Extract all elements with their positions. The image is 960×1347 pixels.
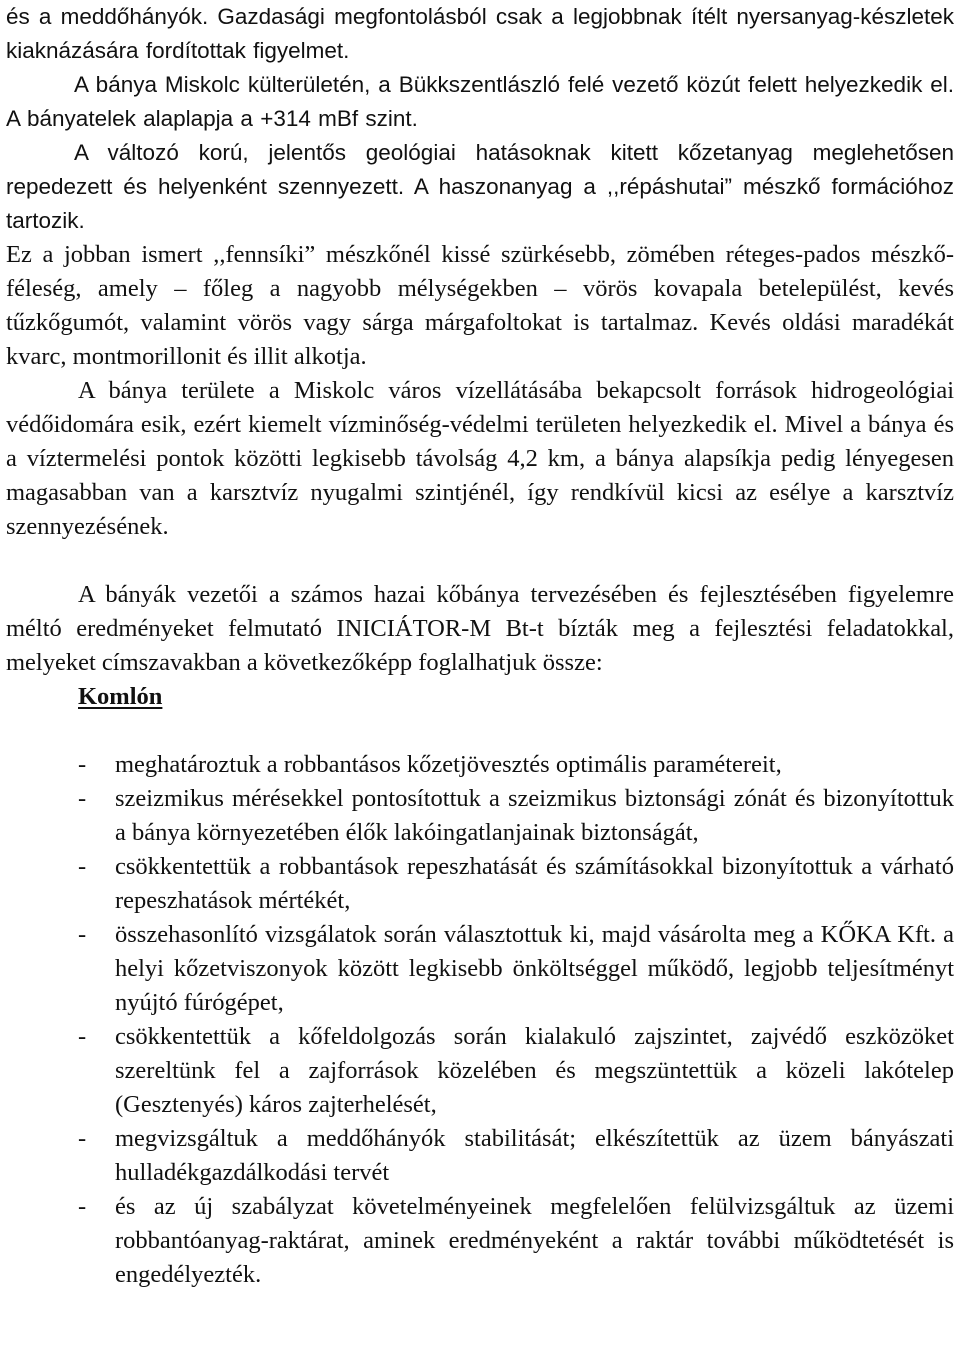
paragraph-sentence: A bánya Miskolc külterületén, a Bükkszentlászló felé vezető közút felett helyezkedik el. A bányatelek alaplapja a +314 mBf szint. [6,72,954,131]
list-item-text: megvizsgáltuk a meddőhányók stabilitását; elkészítettük az üzem bányászati hulladékgazdálkodási tervét [115,1125,954,1186]
achievement-list [6,748,954,1292]
paragraph-sentence: és a meddőhányók. Gazdasági megfontolásból csak a legjobbnak ítélt nyersanyag-készletek kiaknázására fordítottak figyelmet. [6,4,954,63]
list-item [6,850,954,918]
paragraph-development-intro [6,578,954,680]
paragraph-sentence: A bányák vezetői a számos hazai kőbánya tervezésében és fejlesztésében figyelemre méltó eredményeket felmutató INICIÁTOR-M Bt-t bízták meg a fejlesztési feladatokkal, melyeket címszavakban a következőképp foglalhatjuk össze: [6,581,954,676]
paragraph-sentence: A bánya területe a Miskolc város vízellátásába bekapcsolt források hidrogeológiai védőidomára esik, ezért kiemelt vízminőség-védelmi területen helyezkedik el. Mivel a bánya és a víztermelési pontok közötti legkisebb távolság 4,2 km, a bánya alapsíkja pedig lényegesen magasabban van a karsztvíz nyugalmi szintjénél, így rendkívül kicsi az esélye a karsztvíz szennyezésének. [6,377,954,540]
paragraph-limestone-description [6,238,954,544]
list-marker: - [78,1193,87,1220]
list-marker: - [78,1023,87,1050]
list-item-text: és az új szabályzat követelményeinek megfelelően felülvizsgáltuk az üzemi robbantóanyag-raktárat, aminek eredményeként a raktár további működtetését is engedélyezték. [115,1193,954,1288]
list-item-text: csökkentettük a robbantások repeszhatását és számításokkal bizonyítottuk a várható repeszhatások mértékét, [115,853,954,914]
document-page [6,0,954,1292]
list-item [6,1020,954,1122]
list-item-text: csökkentettük a kőfeldolgozás során kialakuló zajszintet, zajvédő eszközöket szereltünk fel a zajforrások közelében és megszüntettük a közeli lakótelep (Gesztenyés) káros zajterhelését, [115,1023,954,1118]
paragraph-sentence: Ez a jobban ismert ,,fennsíki” mészkőnél kissé szürkésebb, zömében réteges-pados mészkő-féleség, amely – főleg a nagyobb mélységekben – vörös kovapala betelepülést, kevés tűzkőgumót, valamint vörös vagy sárga márgafoltokat is tartalmaz. Kevés oldási maradékát kvarc, montmorillonit és illit alkotja. [6,241,954,370]
list-marker: - [78,853,87,880]
list-item [6,748,954,782]
list-item [6,782,954,850]
list-marker: - [78,751,87,778]
section-heading [78,680,954,714]
paragraph-quarry-location [6,0,954,238]
list-marker: - [78,1125,87,1152]
list-marker: - [78,785,87,812]
list-item [6,1122,954,1190]
list-item-text: szeizmikus mérésekkel pontosítottuk a szeizmikus biztonsági zónát és bizonyítottuk a bánya környezetében élők lakóingatlanjainak biztonságát, [115,785,954,846]
list-marker: - [78,921,87,948]
paragraph-sentence: A változó korú, jelentős geológiai hatásoknak kitett kőzetanyag meglehetősen repedezett és helyenként szennyezett. A haszonanyag a ,,répáshutai” mészkő formációhoz tartozik. [6,140,954,233]
list-item-text: összehasonlító vizsgálatok során választottuk ki, majd vásárolta meg a KŐKA Kft. a helyi kőzetviszonyok között legkisebb önköltséggel működő, legjobb teljesítményt nyújtó fúrógépet, [115,921,954,1016]
list-item [6,918,954,1020]
section-heading-text: Komlón [78,683,163,710]
list-item [6,1190,954,1292]
list-item-text: meghatároztuk a robbantásos kőzetjövesztés optimális paramétereit, [115,751,782,778]
